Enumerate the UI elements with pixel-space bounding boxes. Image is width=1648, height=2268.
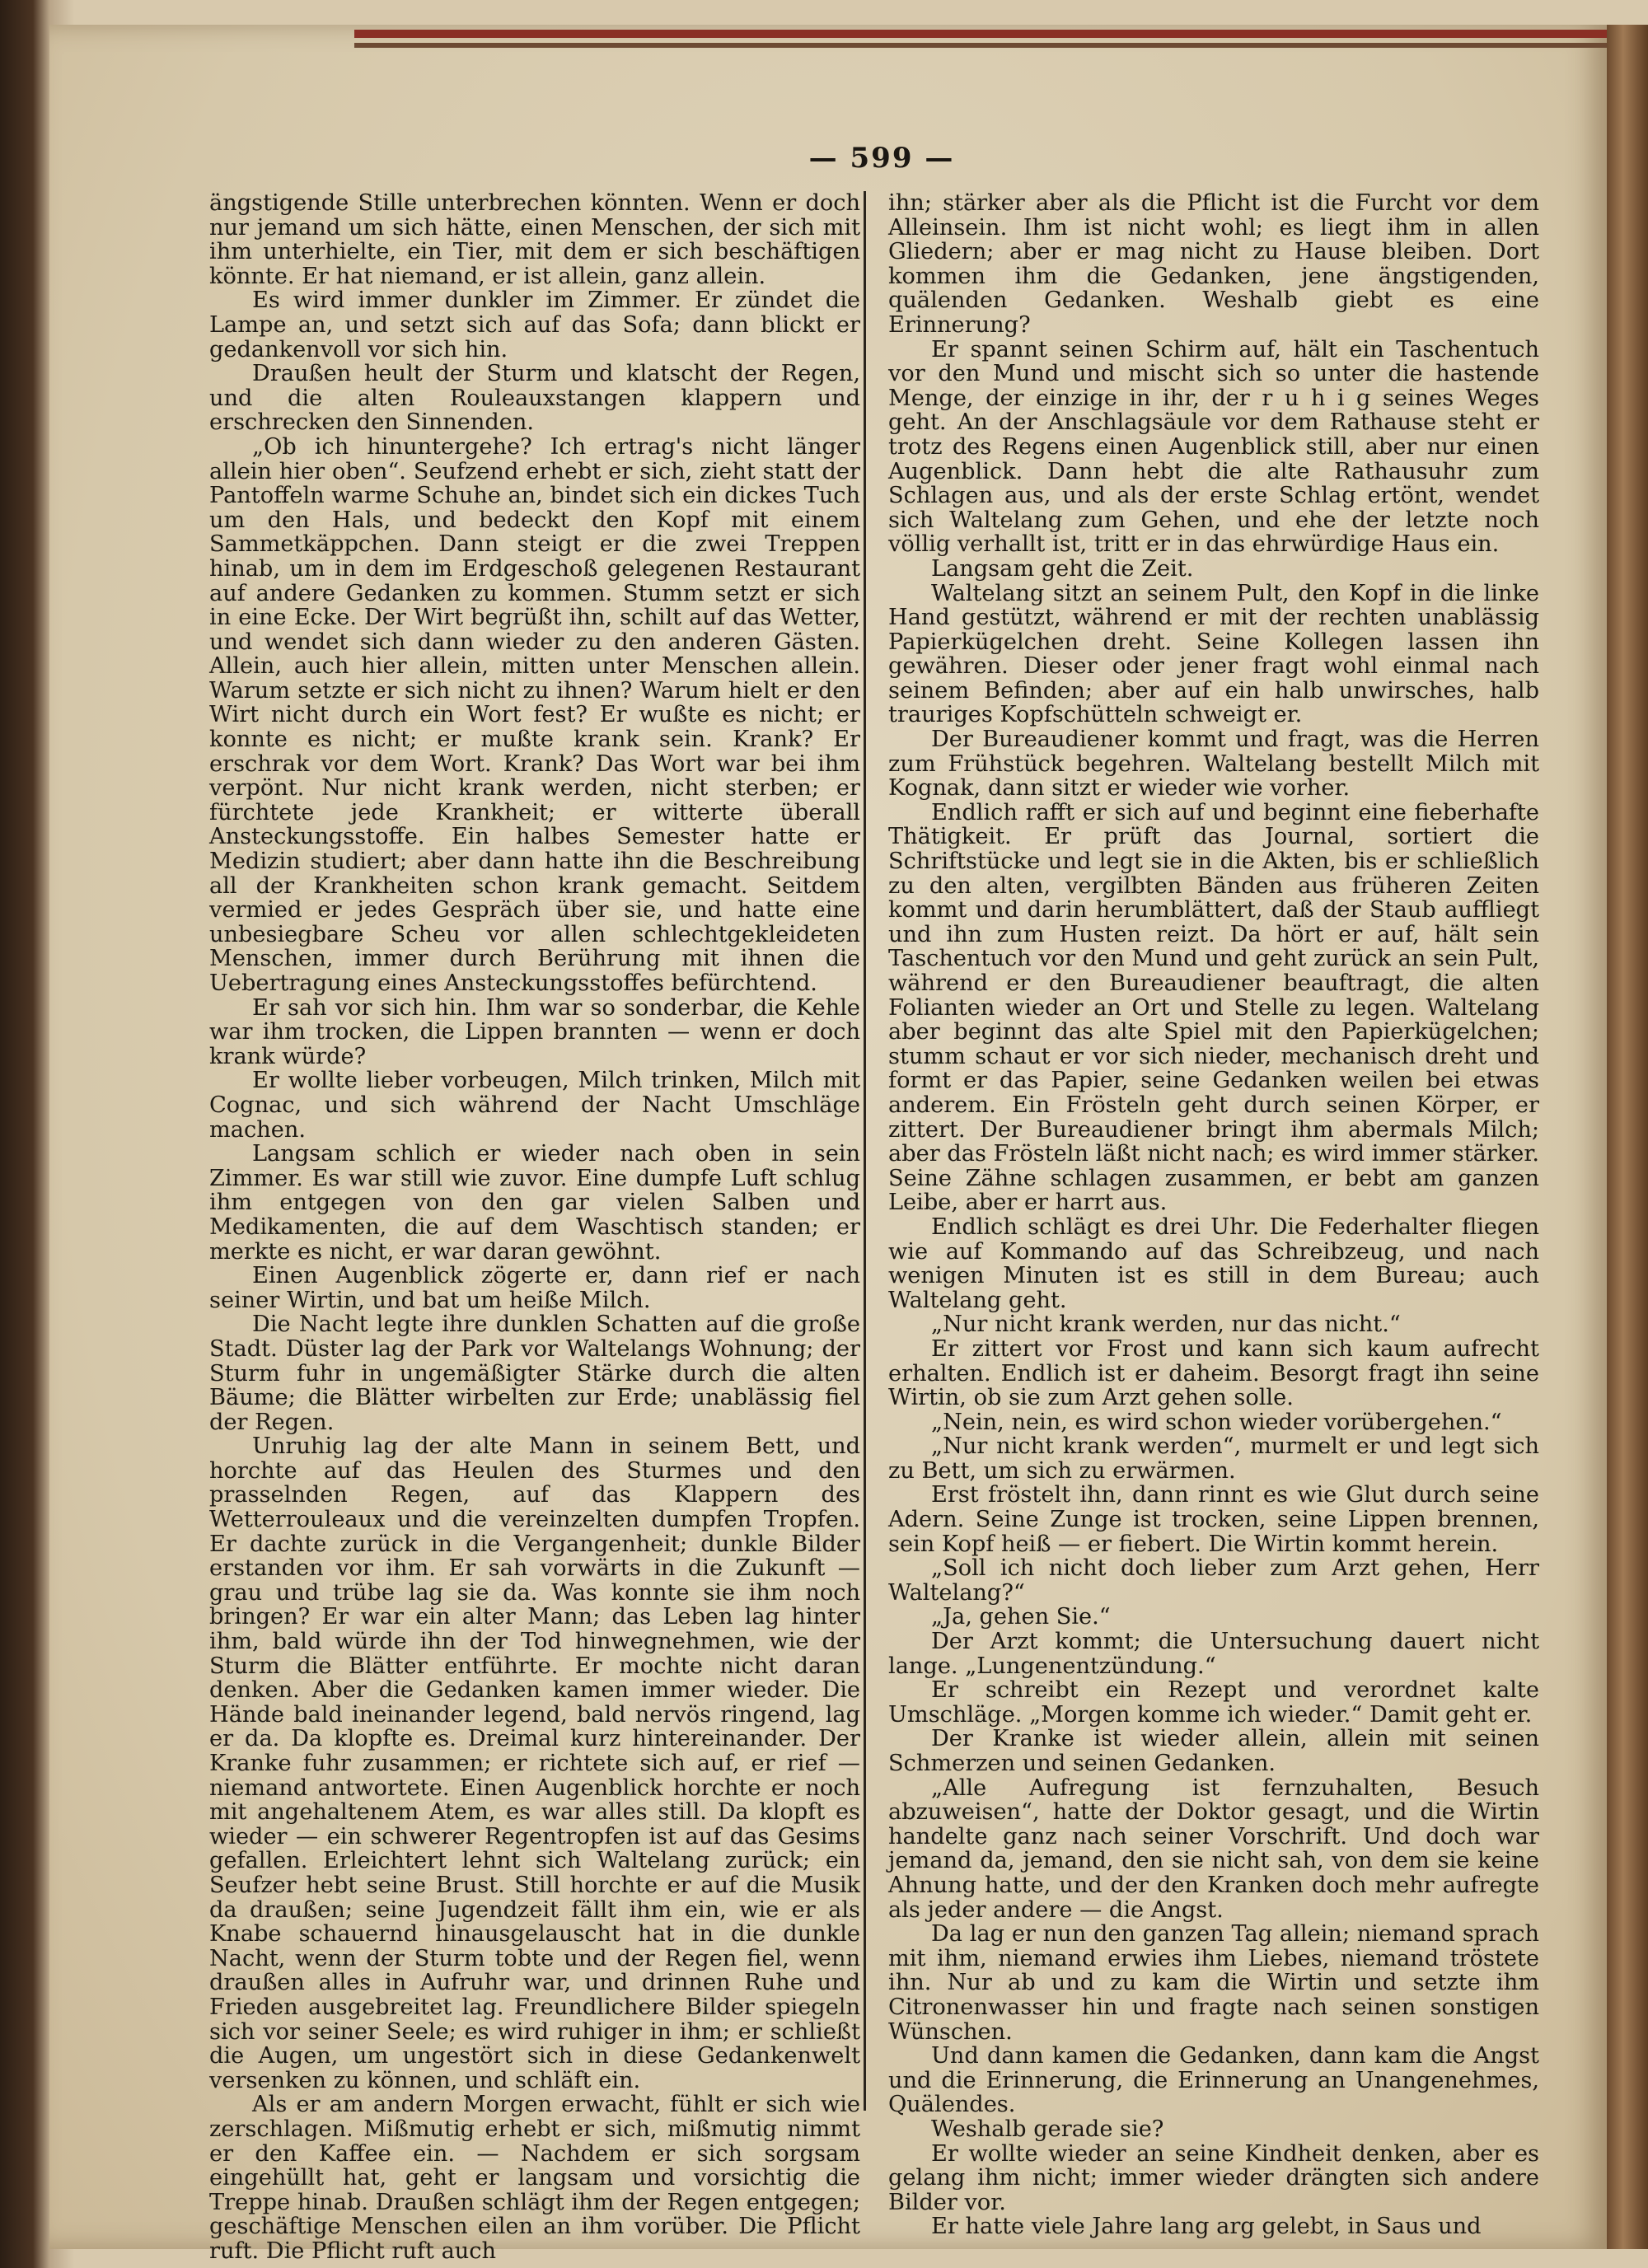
paragraph: ängstigende Stille unterbrechen könnten. Wenn er doch nur jemand um sich hätte, einen Menschen, der sich mit ihm unterhielte, ein Tier, mit dem er sich beschäftigen könnte. Er hat niemand, er ist allein, ganz allein.	[209, 190, 860, 289]
paragraph: Endlich schlägt es drei Uhr. Die Federhalter fliegen wie auf Kommando auf das Schreibzeug, und nach wenigen Minuten ist es still in dem Bureau; auch Waltelang geht.	[888, 1213, 1539, 1313]
paragraph: Er sah vor sich hin. Ihm war so sonderbar, die Kehle war ihm trocken, die Lippen brannten — wenn er doch krank würde?	[209, 994, 860, 1069]
paragraph: Der Kranke ist wieder allein, allein mit seinen Schmerzen und seinen Gedanken.	[888, 1726, 1539, 1776]
paragraph: „Soll ich nicht doch lieber zum Arzt gehen, Herr Waltelang?“	[888, 1555, 1539, 1606]
paragraph: Waltelang sitzt an seinem Pult, den Kopf in die linke Hand gestützt, während er mit der rechten unablässig Papierkügelchen dreht. Seine Kollegen lassen ihn gewähren. Dieser oder jener fragt wohl einmal nach seinem Befinden; aber auf ein halb unwirsches, halb trauriges Kopfschütteln schweigt er.	[888, 580, 1539, 728]
paragraph: Endlich rafft er sich auf und beginnt eine fieberhafte Thätigkeit. Er prüft das Journal, sortiert die Schriftstücke und legt sie in die Akten, bis er schließlich zu den alten, vergilbten Bänden aus früheren Zeiten kommt und darin herumblättert, daß der Staub auffliegt und ihn zum Husten reizt. Da hört er auf, hält sein Taschentuch vor den Mund und geht zurück an sein Pult, während er den Bureaudiener beauftragt, die alten Folianten wieder an Ort und Stelle zu legen. Waltelang aber beginnt das alte Spiel mit den Papierkügelchen; stumm schaut er vor sich nieder, mechanisch dreht und formt er das Papier, seine Gedanken weilen bei etwas anderem. Ein Frösteln geht durch seinen Körper, er zittert. Der Bureaudiener bringt ihm abermals Milch; aber das Frösteln läßt nicht nach; es wird immer stärker. Seine Zähne schlagen zusammen, er bebt am ganzen Leibe, aber er harrt aus.	[888, 799, 1539, 1216]
paragraph: „Ja, gehen Sie.“	[931, 1604, 1111, 1630]
right-column	[888, 191, 1539, 2239]
book-binding	[1607, 25, 1648, 2249]
paragraph: Es wird immer dunkler im Zimmer. Er zündet die Lampe an, und setzt sich auf das Sofa; dann blickt er gedankenvoll vor sich hin.	[209, 288, 860, 362]
paragraph: Die Nacht legte ihre dunklen Schatten auf die große Stadt. Düster lag der Park vor Waltelangs Wohnung; der Sturm fuhr in ungemäßigter Stärke durch die alten Bäume; die Blätter wirbelten zur Erde; unablässig fiel der Regen.	[209, 1312, 860, 1435]
paragraph: Einen Augenblick zögerte er, dann rief er nach seiner Wirtin, und bat um heiße Milch.	[209, 1263, 860, 1313]
paragraph: „Ob ich hinuntergehe? Ich ertrag's nicht länger allein hier oben“. Seufzend erhebt er sich, zieht statt der Pantoffeln warme Schuhe an, bindet sich ein dickes Tuch um den Hals, und bedeckt den Kopf mit einem Sammetkäppchen. Dann steigt er die zwei Treppen hinab, um in dem im Erdgeschoß gelegenen Restaurant auf andere Gedanken zu kommen. Stumm setzt er sich in eine Ecke. Der Wirt begrüßt ihn, schilt auf das Wetter, und wendet sich dann wieder zu den anderen Gästen. Allein, auch hier allein, mitten unter Menschen allein. Warum setzte er sich nicht zu ihnen? Warum hielt er den Wirt nicht durch ein Wort fest? Er wußte es nicht; er konnte es nicht; er mußte krank sein. Krank? Er erschrak vor dem Wort. Krank? Das Wort war bei ihm verpönt. Nur nicht krank werden, nicht sterben; er fürchtete jede Krankheit; er witterte überall Ansteckungsstoffe. Ein halbes Semester hatte er Medizin studiert; aber dann hatte ihn die Beschreibung all der Krankheiten schon krank gemacht. Seitdem vermied er jedes Gespräch über sie, und hatte eine unbesiegbare Scheu vor allen schlechtgekleideten Menschen, immer durch Berührung mit ihnen die Uebertragung eines Ansteckungsstoffes befürchtend.	[209, 433, 860, 996]
paragraph: Erst fröstelt ihn, dann rinnt es wie Glut durch seine Adern. Seine Zunge ist trocken, seine Lippen brennen, sein Kopf heiß — er fiebert. Die Wirtin kommt herein.	[888, 1482, 1539, 1557]
paragraph: „Nur nicht krank werden“, murmelt er und legt sich zu Bett, um sich zu erwärmen.	[888, 1433, 1539, 1484]
paragraph: „Alle Aufregung ist fernzuhalten, Besuch abzuweisen“, hatte der Doktor gesagt, und die Wirtin handelte ganz nach seiner Vorschrift. Und doch war jemand da, jemand, den sie nicht sah, von dem sie keine Ahnung hatte, und der den Kranken doch mehr aufregte als jeder andere — die Angst.	[888, 1775, 1539, 1923]
paragraph: Er hatte viele Jahre lang arg gelebt, in Saus und	[931, 2214, 1482, 2240]
paragraph: Unruhig lag der alte Mann in seinem Bett, und horchte auf das Heulen des Sturmes und den prasselnden Regen, auf das Klappern des Wetterrouleaux und die vereinzelten dumpfen Tropfen. Er dachte zurück in die Vergangenheit; dunkle Bilder erstanden vor ihm. Er sah vorwärts in die Zukunft — grau und trübe lag sie da. Was konnte sie ihm noch bringen? Er war ein alter Mann; das Leben lag hinter ihm, bald würde ihn der Tod hinwegnehmen, wie der Sturm die Blätter entführte. Er mochte nicht daran denken. Aber die Gedanken kamen immer wieder. Die Hände bald ineinander legend, bald nervös ringend, lag er da. Da klopfte es. Dreimal kurz hintereinander. Der Kranke fuhr zusammen; er richtete sich auf, er rief — niemand antwortete. Einen Augenblick horchte er noch mit angehaltenem Atem, es war alles still. Da klopft es wieder — ein schwerer Regentropfen ist auf das Gesims gefallen. Erleichtert lehnt sich Waltelang zurück; ein Seufzer hebt seine Brust. Still horchte er auf die Musik da draußen; seine Jugendzeit fällt ihm ein, wie er als Knabe schauernd hinausgelauscht hat in die dunkle Nacht, wenn der Sturm tobte und der Regen fiel, wenn draußen alles in Aufruhr war, und drinnen Ruhe und Frieden ausgebreitet lag. Freundlichere Bilder spiegeln sich vor seiner Seele; es wird ruhiger in ihm; er schließt die Augen, um ungestört sich in diese Gedankenwelt versenken zu können, und schläft ein.	[209, 1433, 860, 2093]
paragraph: Der Arzt kommt; die Untersuchung dauert nicht lange. „Lungenentzündung.“	[888, 1629, 1539, 1679]
paragraph: Langsam schlich er wieder nach oben in sein Zimmer. Es war still wie zuvor. Eine dumpfe Luft schlug ihm entgegen von den gar vielen Salben und Medikamenten, die auf dem Waschtisch standen; er merkte es nicht, er war daran gewöhnt.	[209, 1141, 860, 1265]
left-column	[209, 191, 860, 2263]
page-edge-top-inner	[354, 43, 1607, 48]
page-number: — 599 —	[808, 142, 955, 175]
paragraph: Er spannt seinen Schirm auf, hält ein Taschentuch vor den Mund und mischt sich so unter die hastende Menge, der einzige in ihr, der r u h i g seines Weges geht. An der Anschlagsäule vor dem Rathause steht er trotz des Regens einen Augenblick still, aber nur einen Augenblick. Dann hebt die alte Rathausuhr zum Schlagen aus, und als der erste Schlag ertönt, wendet sich Waltelang zum Gehen, und ehe der letzte noch völlig verhallt ist, tritt er in das ehrwürdige Haus ein.	[888, 336, 1539, 558]
column-divider	[864, 191, 866, 2111]
paragraph: Weshalb gerade sie?	[931, 2116, 1164, 2142]
paragraph: Da lag er nun den ganzen Tag allein; niemand sprach mit ihm, niemand erwies ihm Liebes, niemand tröstete ihn. Nur ab und zu kam die Wirtin und setzte ihm Citronenwasser hin und fragte nach seinen sonstigen Wünschen.	[888, 1921, 1539, 2045]
paragraph: Draußen heult der Sturm und klatscht der Regen, und die alten Rouleauxstangen klappern und erschrecken den Sinnenden.	[209, 361, 860, 436]
paragraph: ihn; stärker aber als die Pflicht ist die Furcht vor dem Alleinsein. Ihm ist nicht wohl; es liegt ihm in allen Gliedern; aber er mag nicht zu Hause bleiben. Dort kommen ihm die Gedanken, jene ängstigenden, quälenden Gedanken. Weshalb giebt es eine Erinnerung?	[888, 190, 1539, 338]
paragraph: „Nein, nein, es wird schon wieder vorübergehen.“	[931, 1409, 1502, 1435]
paragraph: „Nur nicht krank werden, nur das nicht.“	[931, 1312, 1401, 1338]
paragraph: Der Bureaudiener kommt und fragt, was die Herren zum Frühstück begehren. Waltelang bestellt Milch mit Kognak, dann sitzt er wieder wie vorher.	[888, 727, 1539, 802]
paragraph: Und dann kamen die Gedanken, dann kam die Angst und die Erinnerung, die Erinnerung an Unangenehmes, Quälendes.	[888, 2043, 1539, 2118]
paragraph: Als er am andern Morgen erwacht, fühlt er sich wie zerschlagen. Mißmutig erhebt er sich, mißmutig nimmt er den Kaffee ein. — Nachdem er sich sorgsam eingehüllt hat, geht er langsam und vorsichtig die Treppe hinab. Draußen schlägt ihm der Regen entgegen; geschäftige Menschen eilen an ihm vorüber. Die Pflicht ruft. Die Pflicht ruft auch	[209, 2092, 860, 2264]
paragraph: Er wollte lieber vorbeugen, Milch trinken, Milch mit Cognac, und sich während der Nacht Umschläge machen.	[209, 1068, 860, 1143]
paragraph: Er schreibt ein Rezept und verordnet kalte Umschläge. „Morgen komme ich wieder.“ Damit geht er.	[888, 1677, 1539, 1728]
paragraph: Langsam geht die Zeit.	[931, 555, 1194, 582]
paragraph: Er zittert vor Frost und kann sich kaum aufrecht erhalten. Endlich ist er daheim. Besorgt fragt ihn seine Wirtin, ob sie zum Arzt gehen solle.	[888, 1335, 1539, 1411]
paragraph: Er wollte wieder an seine Kindheit denken, aber es gelang ihm nicht; immer wieder drängten sich andere Bilder vor.	[888, 2140, 1539, 2215]
page-edge-top	[354, 30, 1607, 38]
